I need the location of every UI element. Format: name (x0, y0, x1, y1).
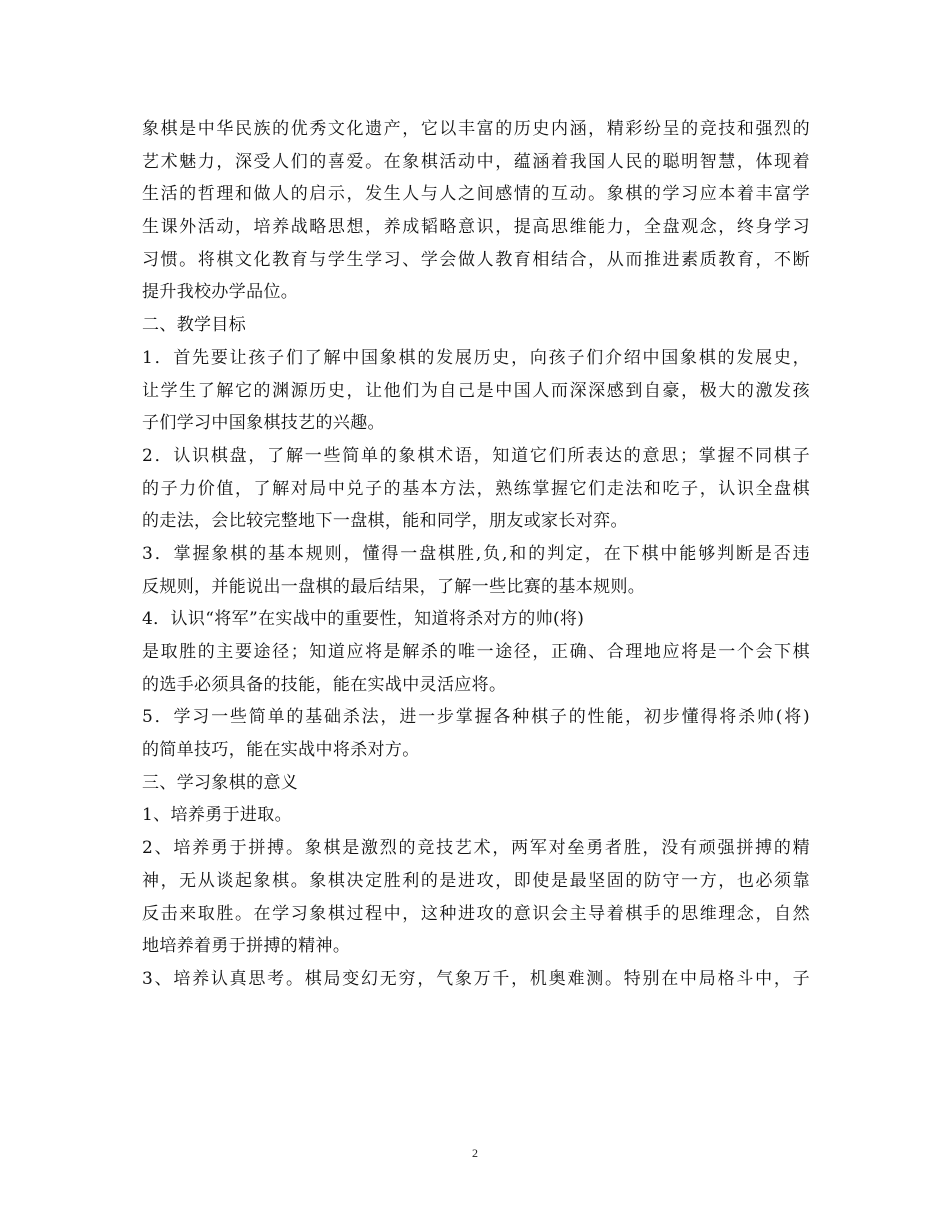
paragraph-line: 艺术魅力，深受人们的喜爱。在象棋活动中，蕴涵着我国人民的聪明智慧，体现着 (142, 151, 810, 172)
paragraph-line: 神，无从谈起象棋。象棋决定胜利的是进攻，即使是最坚固的防守一方，也必须靠 (142, 870, 810, 891)
section-heading: 三、学习象棋的意义 (142, 772, 299, 793)
paragraph-line: 生课外活动，培养战略思想，养成韬略意识，提高思维能力，全盘观念，终身学习 (142, 217, 810, 238)
paragraph-line: 的走法，会比较完整地下一盘棋，能和同学，朋友或家长对弈。 (142, 511, 628, 532)
paragraph-line: 让学生了解它的渊源历史，让他们为自己是中国人而深深感到自豪，极大的激发孩 (142, 380, 810, 401)
paragraph-line: 2、培养勇于拼搏。象棋是激烈的竞技艺术，两军对垒勇者胜，没有顽强拼搏的精 (142, 838, 810, 859)
paragraph-line: 提升我校办学品位。 (142, 282, 299, 303)
paragraph-line: 反击来取胜。在学习象棋过程中，这种进攻的意识会主导着棋手的思维理念，自然 (142, 903, 810, 924)
paragraph-line: 3．掌握象棋的基本规则，懂得一盘棋胜,负,和的判定，在下棋中能够判断是否违 (142, 543, 810, 564)
body-text (142, 113, 810, 996)
paragraph-line: 5．学习一些简单的基础杀法，进一步掌握各种棋子的性能，初步懂得将杀帅(将) (142, 707, 810, 728)
paragraph-line: 1、培养勇于进取。 (142, 805, 292, 826)
paragraph-line: 子们学习中国象棋技艺的兴趣。 (142, 413, 385, 434)
paragraph-line: 的简单技巧，能在实战中将杀对方。 (142, 740, 420, 761)
paragraph-line: 1．首先要让孩子们了解中国象棋的发展历史，向孩子们介绍中国象棋的发展史， (142, 347, 810, 368)
paragraph-line: 习惯。将棋文化教育与学生学习、学会做人教育相结合，从而推进素质教育，不断 (142, 249, 810, 270)
paragraph-line: 2．认识棋盘，了解一些简单的象棋术语，知道它们所表达的意思；掌握不同棋子 (142, 445, 810, 466)
page-number: 2 (472, 1146, 478, 1160)
paragraph-line: 反规则，并能说出一盘棋的最后结果，了解一些比赛的基本规则。 (142, 576, 646, 597)
paragraph-line: 是取胜的主要途径；知道应将是解杀的唯一途径，正确、合理地应将是一个会下棋 (142, 642, 810, 662)
paragraph-line: 4．认识“将军”在实战中的重要性，知道将杀对方的帅(将) (142, 609, 585, 630)
paragraph-line: 3、培养认真思考。棋局变幻无穷，气象万千，机奥难测。特别在中局格斗中，子 (142, 968, 810, 989)
paragraph-line: 的子力价值，了解对局中兑子的基本方法，熟练掌握它们走法和吃子，认识全盘棋 (142, 478, 810, 499)
paragraph-line: 生活的哲理和做人的启示，发生人与人之间感情的互动。象棋的学习应本着丰富学 (142, 184, 810, 205)
paragraph-line: 象棋是中华民族的优秀文化遗产，它以丰富的历史内涵，精彩纷呈的竞技和强烈的 (142, 119, 810, 139)
paragraph-line: 的选手必须具备的技能，能在实战中灵活应将。 (142, 674, 507, 695)
section-heading: 二、教学目标 (142, 315, 247, 336)
paragraph-line: 地培养着勇于拼搏的精神。 (142, 936, 351, 957)
